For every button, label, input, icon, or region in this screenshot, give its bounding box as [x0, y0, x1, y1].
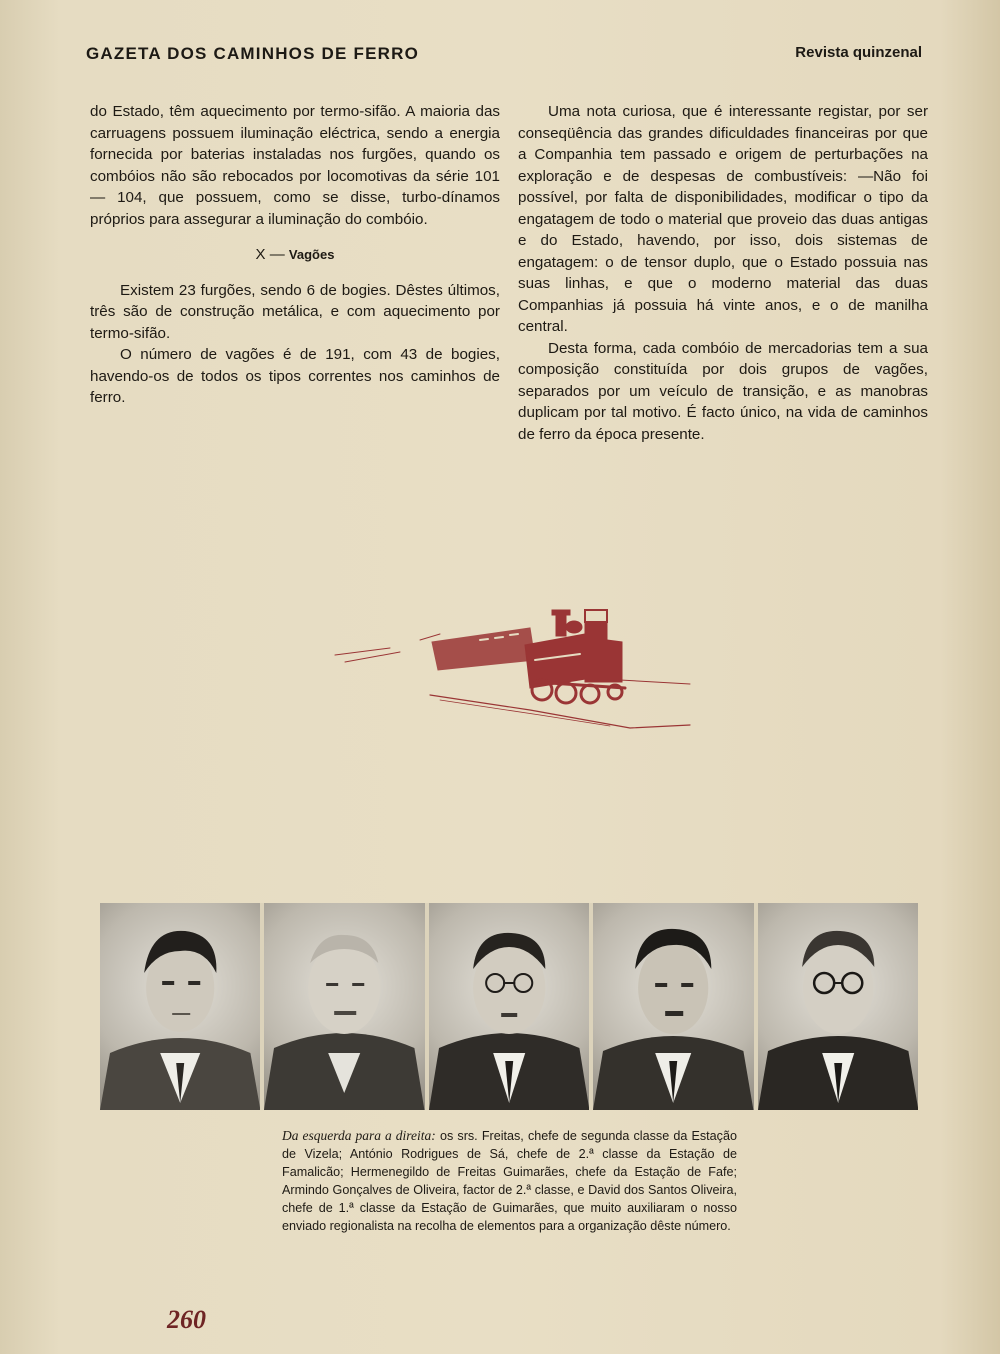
photo-caption — [282, 1127, 737, 1235]
caption-lead: Da esquerda para a direita: — [282, 1128, 436, 1143]
portrait-photo — [264, 903, 424, 1110]
left-paragraph-1: do Estado, têm aquecimento por termo-sifão. A maioria das carruagens possuem iluminação eléctrica, sendo a energia fornecida por baterias instaladas nos furgões, quando os combóios não são rebocados por locomotivas da série 101 — 104, que possuem, como se disse, turbo-dínamos próprios para assegurar a iluminação do combóio. — [90, 103, 500, 228]
portrait-photo — [100, 903, 260, 1110]
right-paragraph-1: Uma nota curiosa, que é interessante registar, por ser conseqüência das grandes dificuldades financeiras por que a Companhia tem passado e origem de perturbações na exploração e de despesas de combustíveis: —Não foi possível, por falta de disponibilidades, modificar o tipo da engatagem de todo o material que proveio das duas antigas e do Estado, havendo, por isso, dois sistemas de engatagem: o de tensor duplo, que o Estado possuia nas suas linhas, e que o moderno material das duas Companhias já possuia há vinte anos, e o de manilha central. — [518, 103, 928, 335]
magazine-subtitle: Revista quinzenal — [795, 44, 922, 61]
caption-body: os srs. Freitas, chefe de segunda classe da Estação de Vizela; António Rodrigues de Sá, chefe de 2.ª classe da Estação de Famalicão; Hermenegildo de Freitas Guimarães, chefe da Estação de Fafe; Armindo Gonçalves de Oliveira, factor de 2.ª classe, e David dos Santos Oliveira, chefe de 1.ª classe da Estação de Guimarães, que muito auxiliaram o nosso enviado regionalista na recolha de elementos para a organização dêste número. — [282, 1129, 737, 1233]
portrait-photo — [758, 903, 918, 1110]
portrait-photo — [429, 903, 589, 1110]
right-paragraph-2: Desta forma, cada combóio de mercadorias tem a sua composição constituída por dois grupos de vagões, separados por um veículo de transição, e as manobras duplicam por tal motivo. É facto único, na vida de caminhos de ferro da época presente. — [518, 339, 928, 443]
section-title: Vagões — [288, 247, 335, 262]
left-paragraph-3: O número de vagões é de 191, com 43 de bogies, havendo-os de todos os tipos correntes nos caminhos de ferro. — [90, 346, 500, 406]
left-column — [90, 101, 500, 409]
portrait-photo — [593, 903, 753, 1110]
right-column — [518, 101, 928, 445]
section-heading — [90, 244, 500, 266]
page-number: 260 — [167, 1305, 206, 1334]
section-number: X — — [255, 246, 285, 263]
magazine-title: GAZETA DOS CAMINHOS DE FERRO — [86, 44, 419, 63]
portrait-strip — [100, 903, 918, 1110]
left-paragraph-2: Existem 23 furgões, sendo 6 de bogies. Dêstes últimos, três são de construção metálica, e com aquecimento por termo-sifão. — [90, 281, 500, 342]
train-illustration — [330, 600, 700, 735]
